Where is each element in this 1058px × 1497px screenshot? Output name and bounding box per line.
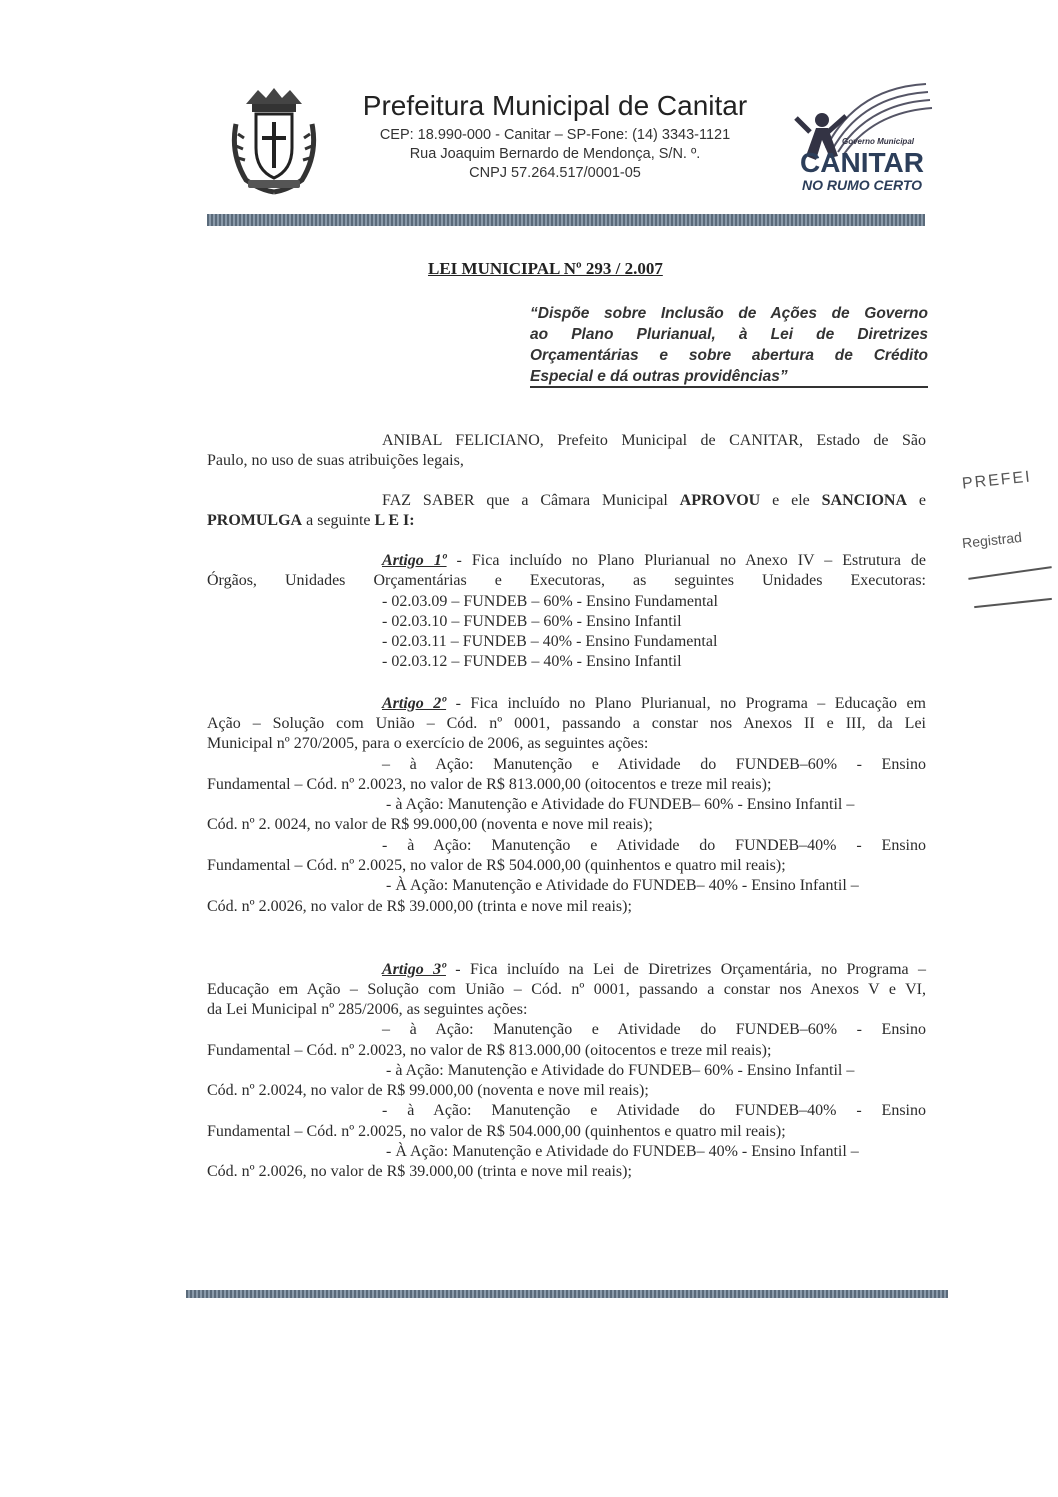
article-2-action-line: - à Ação: Manutenção e Atividade do FUNDEB– 60% - Ensino Infantil – xyxy=(386,796,855,813)
article-2-label: Artigo 2º xyxy=(382,695,447,712)
ementa-underline xyxy=(530,386,928,388)
registry-stamp-subtext: Registrad xyxy=(961,528,1023,552)
article-1-label: Artigo 1º xyxy=(382,552,447,569)
header-address-line-1: CEP: 18.990-000 - Canitar – SP-Fone: (14) 3343-1121 xyxy=(379,127,731,143)
stamp-signature-line xyxy=(968,566,1051,579)
article-1-line-2: Órgãos, Unidades Orçamentárias e Executoras, as seguintes Unidades Executoras: xyxy=(207,572,926,589)
article-3-line-3: da Lei Municipal nº 285/2006, as seguintes ações: xyxy=(207,1001,528,1018)
article-3-action-line: Fundamental – Cód. nº 2.0023, no valor de R$ 813.000,00 (oitocentos e treze mil reais); xyxy=(207,1042,772,1059)
law-title: LEI MUNICIPAL Nº 293 / 2.007 xyxy=(428,259,663,278)
header-title: Prefeitura Municipal de Canitar xyxy=(362,90,748,121)
ementa-line: “Dispõe sobre Inclusão de Ações de Governo xyxy=(530,305,928,322)
article-1-line-1: Artigo 1º - Fica incluído no Plano Plurianual no Anexo IV – Estrutura de xyxy=(382,552,927,569)
article-3-action-line: - À Ação: Manutenção e Atividade do FUNDEB– 40% - Ensino Infantil – xyxy=(386,1143,859,1160)
article-3-action-line: – à Ação: Manutenção e Atividade do FUNDEB–60% - Ensino xyxy=(382,1021,926,1038)
header-address-line-2: Rua Joaquim Bernardo de Mendonça, S/N. º. xyxy=(409,146,701,162)
ementa-line: Orçamentárias e sobre abertura de Crédito xyxy=(530,347,928,364)
preamble-line-1: ANIBAL FELICIANO, Prefeito Municipal de CANITAR, Estado de São xyxy=(382,432,926,449)
logo-name: CANITAR xyxy=(800,147,924,178)
header-cnpj-line: CNPJ 57.264.517/0001-05 xyxy=(469,165,641,181)
article-2-action-line: - à Ação: Manutenção e Atividade do FUNDEB–40% - Ensino xyxy=(382,837,926,854)
article-2-action-line: – à Ação: Manutenção e Atividade do FUNDEB–60% - Ensino xyxy=(382,756,926,773)
article-3-line-2: Educação em Ação – Solução com União – Cód. nº 0001, passando a constar nos Anexos V e VI, xyxy=(207,981,926,998)
article-1-item: - 02.03.09 – FUNDEB – 60% - Ensino Fundamental xyxy=(382,593,718,610)
header-divider-bar xyxy=(207,214,925,226)
preamble-line-2: Paulo, no uso de suas atribuições legais, xyxy=(207,452,464,469)
article-3-line-1: Artigo 3º - Fica incluído na Lei de Diretrizes Orçamentária, no Programa – xyxy=(382,961,927,978)
article-1-item: - 02.03.11 – FUNDEB – 40% - Ensino Fundamental xyxy=(382,633,718,650)
logo-slogan: NO RUMO CERTO xyxy=(801,177,923,193)
ementa-line: Especial e dá outras providências” xyxy=(530,368,788,385)
article-2-action-line: Cód. nº 2. 0024, no valor de R$ 99.000,00 (noventa e nove mil reais); xyxy=(207,816,653,833)
registry-stamp-text: PREFEI xyxy=(961,468,1033,493)
ementa-line: ao Plano Plurianual, à Lei de Diretrizes xyxy=(530,326,928,343)
article-1-item: - 02.03.10 – FUNDEB – 60% - Ensino Infantil xyxy=(382,613,682,630)
article-2-line-1: Artigo 2º - Fica incluído no Plano Plurianual, no Programa – Educação em xyxy=(382,695,927,712)
stamp-signature-line xyxy=(974,598,1052,608)
article-2-action-line: - À Ação: Manutenção e Atividade do FUNDEB– 40% - Ensino Infantil – xyxy=(386,877,859,894)
enactment-line-2: PROMULGA a seguinte L E I: xyxy=(207,512,415,529)
article-3-action-line: Fundamental – Cód. nº 2.0025, no valor de R$ 504.000,00 (quinhentos e quatro mil reais); xyxy=(207,1123,786,1140)
law-ementa xyxy=(530,303,928,387)
footer-divider-bar xyxy=(186,1290,948,1298)
government-logo xyxy=(786,78,938,196)
article-3-action-line: - à Ação: Manutenção e Atividade do FUNDEB– 60% - Ensino Infantil – xyxy=(386,1062,855,1079)
article-2-line-3: Municipal nº 270/2005, para o exercício de 2006, as seguintes ações: xyxy=(207,735,649,752)
article-2-action-line: Fundamental – Cód. nº 2.0023, no valor de R$ 813.000,00 (oitocentos e treze mil reais); xyxy=(207,776,772,793)
logo-top-text: Governo Municipal xyxy=(841,137,915,146)
article-2-line-2: Ação – Solução com União – Cód. nº 0001, passando a constar nos Anexos II e III, da Lei xyxy=(207,715,926,732)
enactment-line-1: FAZ SABER que a Câmara Municipal APROVOU e ele SANCIONA e xyxy=(382,492,926,509)
article-1-item: - 02.03.12 – FUNDEB – 40% - Ensino Infantil xyxy=(382,653,682,670)
article-3-action-line: Cód. nº 2.0024, no valor de R$ 99.000,00 (noventa e nove mil reais); xyxy=(207,1082,649,1099)
article-3-action-line: Cód. nº 2.0026, no valor de R$ 39.000,00 (trinta e nove mil reais); xyxy=(207,1163,632,1180)
article-2-action-line: Fundamental – Cód. nº 2.0025, no valor de R$ 504.000,00 (quinhentos e quatro mil reais); xyxy=(207,857,786,874)
article-3-label: Artigo 3º xyxy=(382,961,446,978)
article-3-action-line: - à Ação: Manutenção e Atividade do FUNDEB–40% - Ensino xyxy=(382,1102,926,1119)
municipal-crest-icon xyxy=(226,84,322,196)
article-2-action-line: Cód. nº 2.0026, no valor de R$ 39.000,00 (trinta e nove mil reais); xyxy=(207,898,632,915)
